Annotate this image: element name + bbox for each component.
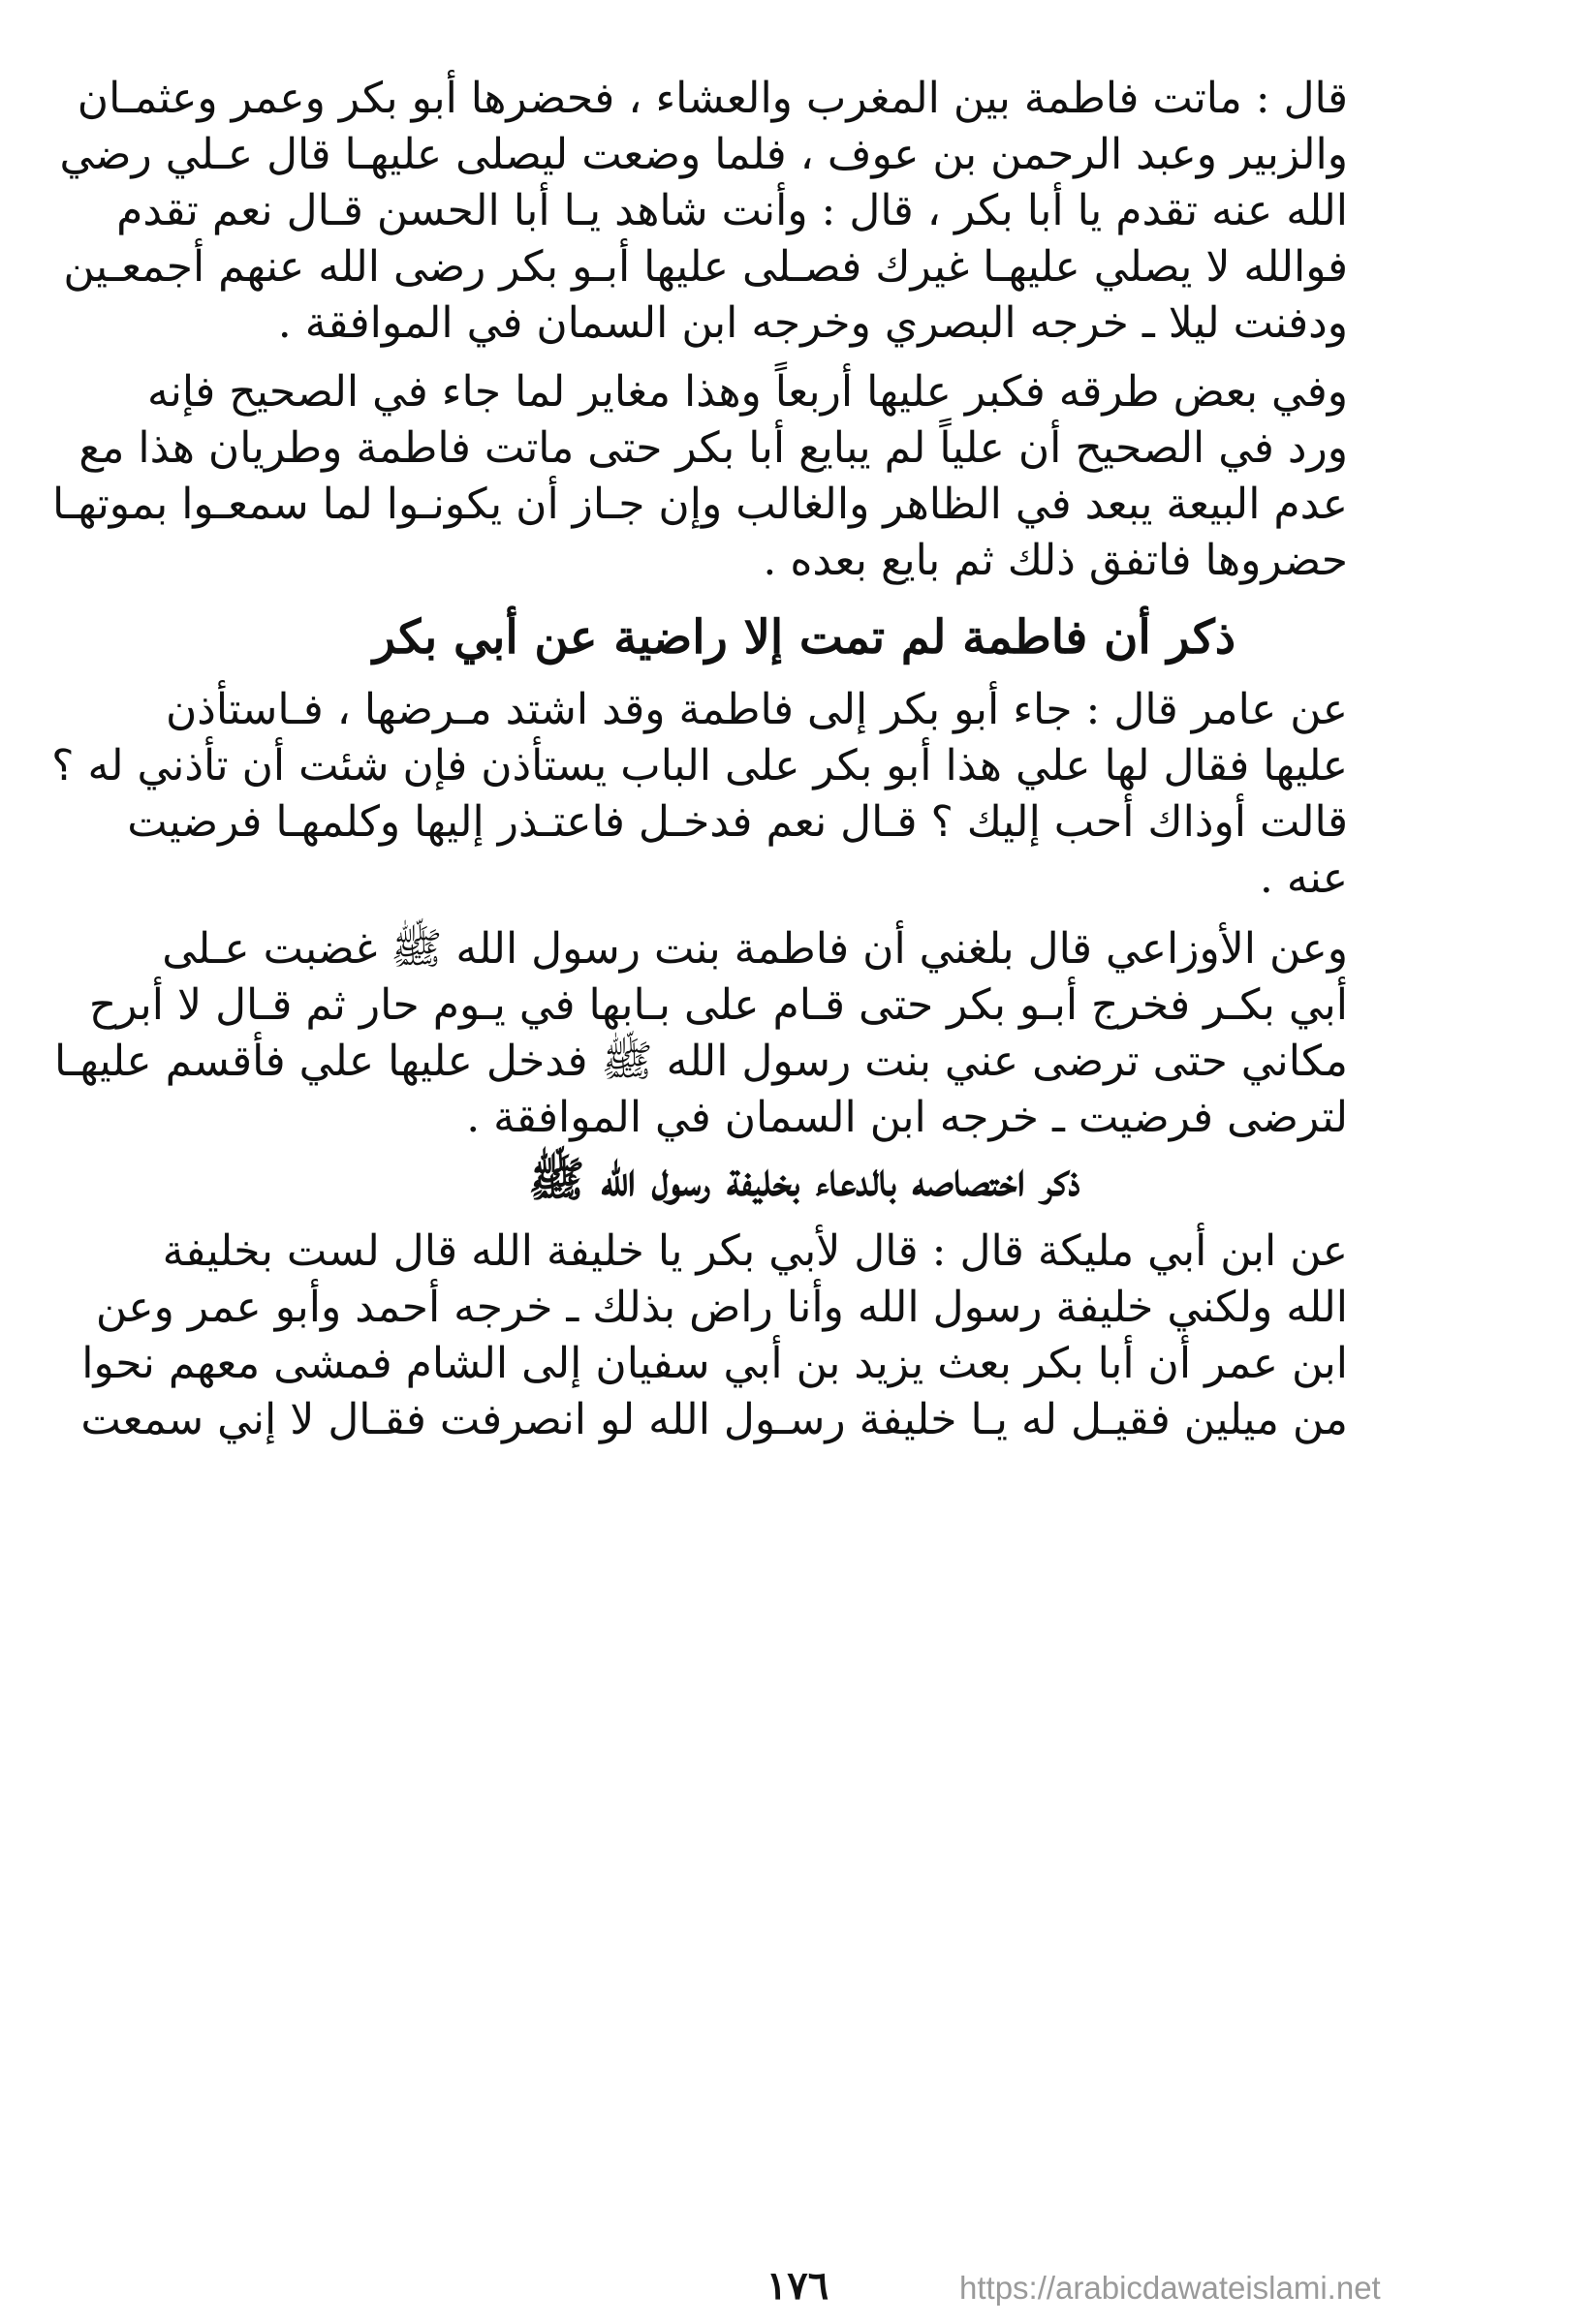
text-line: والزبير وعبد الرحمن بن عوف ، فلما وضعت ليصلى عليهـا قال عـلي رضي — [59, 130, 1348, 179]
text-line: وعن الأوزاعي قال بلغني أن فاطمة بنت رسول الله ﷺ غضبت عـلى — [162, 924, 1348, 974]
text-line: عليها فقال لها علي هذا أبو بكر على الباب يستأذن فإن شئت أن تأذني له ؟ — [51, 741, 1348, 790]
text-line: قالت أوذاك أحب إليك ؟ قـال نعم فدخـل فاعتـذر إليها وكلمهـا فرضيت — [127, 797, 1348, 847]
text-line: من ميلين فقيـل له يـا خليفة رسـول الله لو انصرفت فقـال لا إني سمعت — [80, 1395, 1348, 1444]
page-number: ١٧٦ — [766, 2263, 829, 2309]
text-line: مكاني حتى ترضى عني بنت رسول الله ﷺ فدخل عليها علي فأقسم عليهـا — [53, 1037, 1348, 1086]
text-line: قال : ماتت فاطمة بين المغرب والعشاء ، فحضرها أبو بكر وعمر وعثمـان — [77, 74, 1348, 123]
text-line: ورد في الصحيح أن علياً لم يبايع أبا بكر حتى ماتت فاطمة وطريان هذا مع — [78, 423, 1348, 473]
text-line: عن عامر قال : جاء أبو بكر إلى فاطمة وقد اشتد مـرضها ، فـاستأذن — [165, 685, 1348, 734]
watermark-url: https://arabicdawateislami.net — [959, 2270, 1381, 2306]
text-line: لترضى فرضيت ـ خرجه ابن السمان في الموافقة . — [466, 1093, 1348, 1142]
text-line: الله ولكني خليفة رسول الله وأنا راض بذلك ـ خرجه أحمد وأبو عمر وعن — [95, 1283, 1348, 1332]
text-line: أبي بكـر فخرج أبـو بكر حتى قـام على بـابها في يـوم حار ثم قـال لا أبرح — [88, 980, 1348, 1030]
section-heading: ذكر أن فاطمة لم تمت إلا راضية عن أبي بكر — [372, 610, 1236, 665]
text-line: عن ابن أبي مليكة قال : قال لأبي بكر يا خليفة الله قال لست بخليفة — [162, 1226, 1348, 1276]
text-line: ابن عمر أن أبا بكر بعث يزيد بن أبي سفيان إلى الشام فمشى معهم نحوا — [81, 1339, 1348, 1388]
text-line: وفي بعض طرقه فكبر عليها أربعاً وهذا مغاير لما جاء في الصحيح فإنه — [146, 367, 1348, 417]
text-line: عدم البيعة يبعد في الظاهر والغالب وإن جـاز أن يكونـوا لما سمعـوا بموتهـا — [51, 480, 1348, 529]
text-line: فوالله لا يصلي عليهـا غيرك فصـلى عليها أبـو بكر رضى الله عنهم أجمعـين — [63, 242, 1348, 292]
text-line: عنه . — [1259, 853, 1348, 903]
text-line: الله عنه تقدم يا أبا بكر ، قال : وأنت شاهد يـا أبا الحسن قـال نعم تقدم — [116, 186, 1348, 235]
text-line: حضروها فاتفق ذلك ثم بايع بعده . — [763, 536, 1348, 585]
section-heading: ذكر اختصاصه بالدعاء بخليفة رسول الله ﷺ — [528, 1153, 1080, 1207]
text-line: ودفنت ليلا ـ خرجه البصري وخرجه ابن السمان في الموافقة . — [277, 298, 1348, 348]
